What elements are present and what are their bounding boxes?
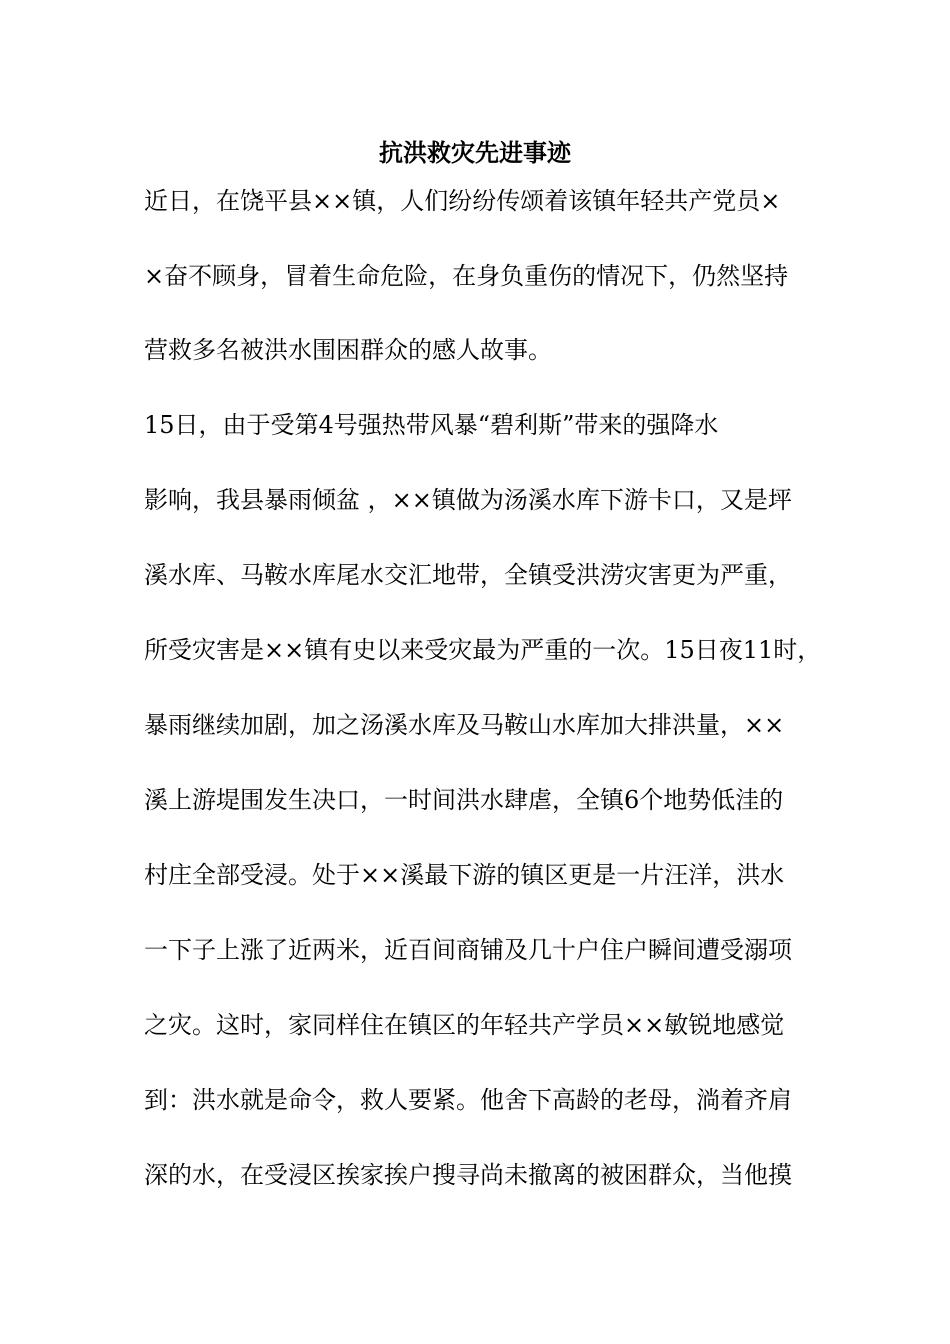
body-line-11: 一下子上涨了近两米，近百间商铺及几十户住户瞬间遭受溺项 — [144, 936, 792, 964]
body-line-6: 溪水库、马鞍水库尾水交汇地带，全镇受洪涝灾害更为严重， — [144, 561, 792, 589]
body-line-1: 近日，在饶平县××镇，人们纷纷传颂着该镇年轻共产党员× — [144, 187, 781, 215]
body-line-5: 影响，我县暴雨倾盆 ，××镇做为汤溪水库下游卡口，又是坪 — [144, 486, 792, 514]
body-line-8: 暴雨继续加剧，加之汤溪水库及马鞍山水库加大排洪量，×× — [144, 711, 785, 739]
body-line-3: 营救多名被洪水围困群众的感人故事。 — [144, 336, 552, 364]
body-line-10: 村庄全部受浸。处于××溪最下游的镇区更是一片汪洋，洪水 — [144, 861, 785, 889]
body-line-13: 到：洪水就是命令，救人要紧。他舍下高龄的老母，淌着齐肩 — [144, 1086, 792, 1114]
body-line-9: 溪上游堤围发生决口，一时间洪水肆虐，全镇6个地势低洼的 — [144, 786, 784, 814]
document-title: 抗洪救灾先进事迹 — [379, 138, 571, 167]
body-line-14: 深的水，在受浸区挨家挨户搜寻尚未撤离的被困群众，当他摸 — [144, 1161, 792, 1189]
body-line-7: 所受灾害是××镇有史以来受灾最为严重的一次。15日夜11时， — [144, 636, 822, 664]
body-line-2: ×奋不顾身，冒着生命危险，在身负重伤的情况下，仍然坚持 — [144, 262, 789, 290]
body-line-4: 15日，由于受第4号强热带风暴“碧利斯”带来的强降水 — [144, 411, 719, 439]
body-line-12: 之灾。这时，家同样住在镇区的年轻共产学员××敏锐地感觉 — [144, 1011, 785, 1039]
